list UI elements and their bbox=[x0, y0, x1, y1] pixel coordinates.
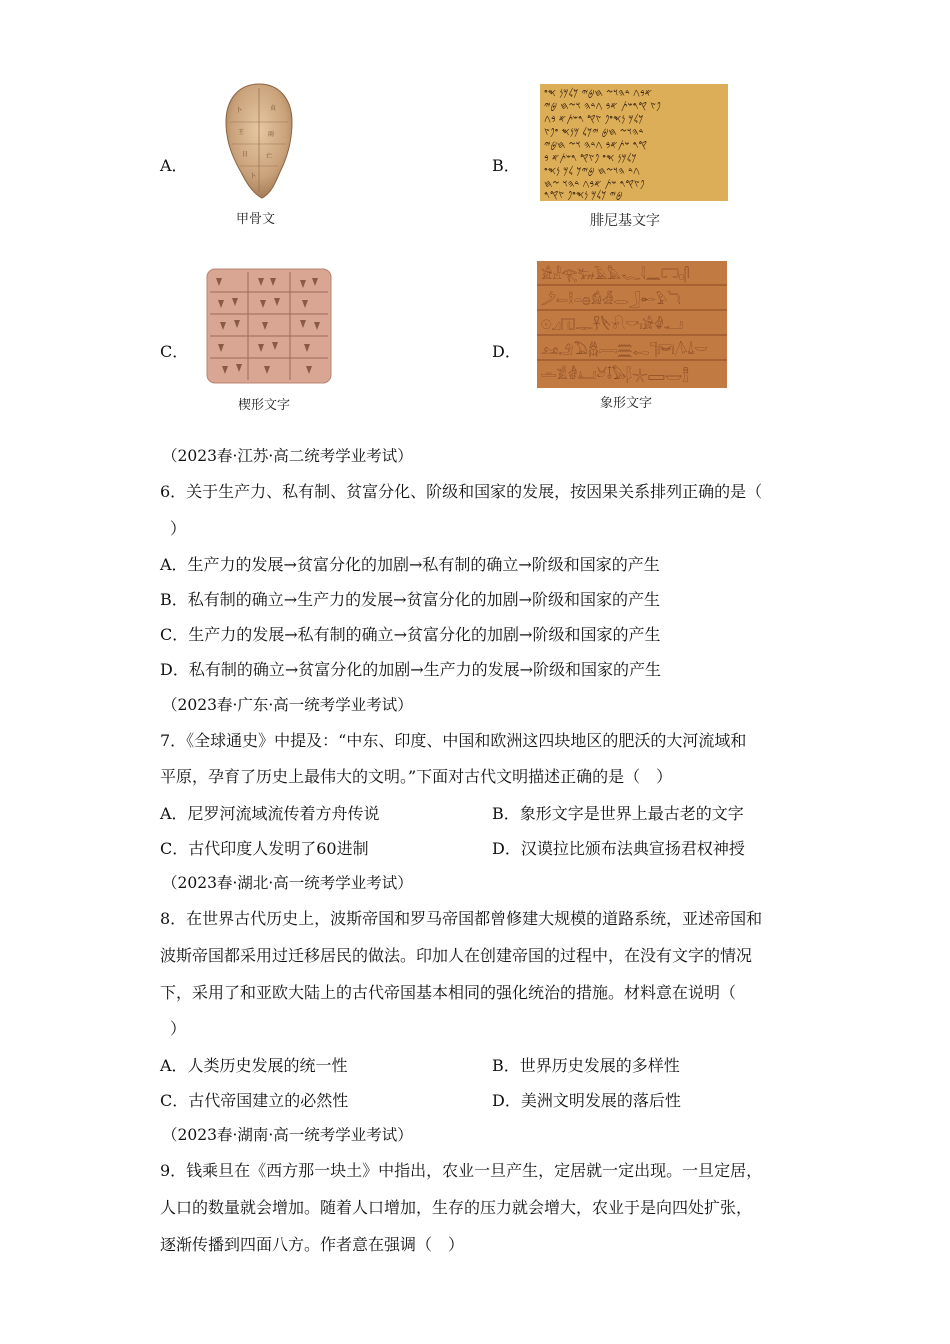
svg-text:𐤀𐤁𐤂 𐤃𐤄𐤅𐤆 𐤇𐤈𐤉 𐤊𐤋𐤌�: 𐤀𐤁𐤂 𐤃𐤄𐤅𐤆 𐤇𐤈𐤉 𐤊𐤋𐤌𐤍 𐤎𐤏 bbox=[544, 88, 653, 99]
svg-text:𓃭𓄂𓅐𓆣𓇯𓈗𓉻𓊹𓋞𓌅𓍑𓎟: 𓃭𓄂𓅐𓆣𓇯𓈗𓉻𓊹𓋞𓌅𓍑𓎟 bbox=[541, 343, 708, 358]
q6-option-b[interactable]: B．私有制的确立→生产力的发展→贫富分化的加剧→阶级和国家的产生 bbox=[160, 590, 660, 609]
q8-option-c[interactable]: C．古代帝国建立的必然性 bbox=[160, 1091, 349, 1110]
svg-text:𐤐𐤑𐤒𐤓 𐤔𐤕 𐤀𐤁𐤂 𐤃𐤄𐤅 𐤆: 𐤐𐤑𐤒𐤓 𐤔𐤕 𐤀𐤁𐤂 𐤃𐤄𐤅 𐤆𐤇 bbox=[544, 179, 645, 190]
q6-option-d[interactable]: D．私有制的确立→贫富分化的加剧→生产力的发展→阶级和国家的产生 bbox=[160, 660, 662, 679]
svg-text:𓀀𓁐𓂀𓃒𓄿𓅓𓆑𓇋𓈖𓉐𓊪𓋴: 𓀀𓁐𓂀𓃒𓄿𓅓𓆑𓇋𓈖𓉐𓊪𓋴 bbox=[541, 268, 690, 283]
q7-option-d[interactable]: D．汉谟拉比颁布法典宣扬君权神授 bbox=[492, 839, 745, 858]
svg-text:贞: 贞 bbox=[270, 105, 277, 112]
svg-text:𓌳𓍿𓎛𓏏𓐍𓀁𓁑𓂋𓃀𓄡𓅱𓆓: 𓌳𓍿𓎛𓏏𓐍𓀁𓁑𓂋𓃀𓄡𓅱𓆓 bbox=[541, 293, 681, 308]
svg-text:雨: 雨 bbox=[268, 131, 275, 138]
svg-text:𐤐𐤑 𐤒𐤓𐤔𐤕 𐤀𐤁 𐤂𐤃𐤄 𐤅𐤆: 𐤐𐤑 𐤒𐤓𐤔𐤕 𐤀𐤁 𐤂𐤃𐤄 𐤅𐤆𐤇 𐤈𐤉 bbox=[544, 101, 661, 112]
svg-text:王: 王 bbox=[238, 129, 245, 136]
hieroglyphs-image bbox=[537, 261, 727, 388]
option-a-caption: 甲骨文 bbox=[236, 212, 276, 227]
q6-stem-end: ） bbox=[170, 519, 187, 538]
q8-option-d[interactable]: D．美洲文明发展的落后性 bbox=[492, 1091, 681, 1110]
q8-stem-cont-2: 下，采用了和亚欧大陆上的古代帝国基本相同的强化统治的措施。材料意在说明（ bbox=[160, 983, 737, 1002]
q9-source: （2023春·湖南·高一统考学业考试） bbox=[162, 1126, 413, 1144]
q8-source: （2023春·湖北·高一统考学业考试） bbox=[162, 874, 413, 892]
q8-option-b[interactable]: B．世界历史发展的多样性 bbox=[492, 1056, 680, 1075]
option-d-caption: 象形文字 bbox=[600, 396, 653, 411]
option-a-letter: A． bbox=[160, 156, 188, 175]
svg-text:𓏛𓀃𓁓𓂞𓃾𓄤𓅃𓆄𓇼𓈙𓉿𓊽: 𓏛𓀃𓁓𓂞𓃾𓄤𓅃𓆄𓇼𓈙𓉿𓊽 bbox=[541, 368, 689, 383]
svg-text:卜: 卜 bbox=[236, 107, 243, 114]
q7-source: （2023春·广东·高一统考学业考试） bbox=[162, 696, 413, 714]
svg-text:𓇳𓈎𓉔𓊃𓋹𓌸𓍯𓎡𓏤𓀂𓁒𓂝: 𓇳𓈎𓉔𓊃𓋹𓌸𓍯𓎡𓏤𓀂𓁒𓂝 bbox=[541, 318, 684, 333]
q7-stem: 7．《全球通史》中提及：“中东、印度、中国和欧洲这四块地区的肥沃的大河流域和 bbox=[160, 731, 747, 750]
option-b-letter: B． bbox=[492, 156, 520, 175]
svg-text:𐤊𐤋𐤌𐤍 𐤎𐤏 𐤐𐤑𐤒 𐤓𐤔𐤕𐤀: 𐤊𐤋𐤌𐤍 𐤎𐤏 𐤐𐤑𐤒 𐤓𐤔𐤕𐤀 𐤁 bbox=[544, 153, 637, 164]
oracle-bone-image bbox=[220, 82, 298, 202]
svg-text:日: 日 bbox=[242, 151, 249, 158]
svg-text:𐤈𐤉 𐤊𐤋𐤌 𐤍𐤎𐤏𐤐 𐤑𐤒𐤓: 𐤈𐤉 𐤊𐤋𐤌 𐤍𐤎𐤏𐤐 𐤑𐤒𐤓 bbox=[544, 190, 623, 201]
option-c-caption: 楔形文字 bbox=[238, 398, 291, 413]
option-b-caption: 腓尼基文字 bbox=[590, 213, 660, 229]
q6-stem: 6．关于生产力、私有制、贫富分化、阶级和国家的发展，按因果关系排列正确的是（ bbox=[160, 482, 763, 501]
cuneiform-tablet-image bbox=[206, 268, 332, 384]
q7-option-c[interactable]: C．古代印度人发明了60进制 bbox=[160, 839, 369, 858]
q8-option-a[interactable]: A．人类历史发展的统一性 bbox=[160, 1056, 348, 1075]
option-c-letter: C． bbox=[160, 342, 189, 361]
q6-option-c[interactable]: C．生产力的发展→私有制的确立→贫富分化的加剧→阶级和国家的产生 bbox=[160, 625, 661, 644]
q7-stem-cont: 平原，孕育了历史上最伟大的文明。”下面对古代文明描述正确的是（ ） bbox=[160, 767, 673, 786]
q9-stem-cont-1: 人口的数量就会增加。随着人口增加，生存的压力就会增大，农业于是向四处扩张， bbox=[160, 1198, 753, 1217]
q6-source: （2023春·江苏·高二统考学业考试） bbox=[162, 447, 413, 465]
option-d-letter: D． bbox=[492, 342, 521, 361]
q9-stem-cont-2: 逐渐传播到四面八方。作者意在强调（ ） bbox=[160, 1235, 465, 1254]
q7-option-b[interactable]: B．象形文字是世界上最古老的文字 bbox=[492, 804, 744, 823]
q8-stem-cont-1: 波斯帝国都采用过迁移居民的做法。印加人在创建帝国的过程中，在没有文字的情况 bbox=[160, 946, 753, 965]
svg-text:𐤒𐤓 𐤔𐤕𐤀𐤁 𐤂𐤃𐤄 𐤅𐤆 𐤇𐤈: 𐤒𐤓 𐤔𐤕𐤀𐤁 𐤂𐤃𐤄 𐤅𐤆 𐤇𐤈𐤉 bbox=[544, 140, 647, 151]
svg-text:𐤃𐤄𐤅𐤆 𐤇𐤈 𐤉𐤊𐤋 𐤌𐤍𐤎 𐤏: 𐤃𐤄𐤅𐤆 𐤇𐤈 𐤉𐤊𐤋 𐤌𐤍𐤎 𐤏𐤐𐤑 bbox=[544, 127, 644, 138]
q7-option-a[interactable]: A．尼罗河流域流传着方舟传说 bbox=[160, 804, 380, 823]
q9-stem: 9．钱乘旦在《西方那一块土》中指出，农业一旦产生，定居就一定出现。一旦定居， bbox=[160, 1161, 763, 1180]
phoenician-script-image bbox=[540, 84, 728, 201]
q6-option-a[interactable]: A．生产力的发展→贫富分化的加剧→私有制的确立→阶级和国家的产生 bbox=[160, 555, 660, 574]
svg-text:𐤂𐤃 𐤄𐤅𐤆𐤇 𐤈𐤉𐤊 𐤋𐤌 𐤍𐤎: 𐤂𐤃 𐤄𐤅𐤆𐤇 𐤈𐤉𐤊 𐤋𐤌 𐤍𐤎𐤏 bbox=[544, 166, 640, 177]
svg-text:𐤊𐤋𐤌 𐤍𐤎𐤏𐤐 𐤑𐤒 𐤓𐤔𐤕𐤀: 𐤊𐤋𐤌 𐤍𐤎𐤏𐤐 𐤑𐤒 𐤓𐤔𐤕𐤀 𐤁𐤂 bbox=[544, 114, 644, 125]
svg-text:亡: 亡 bbox=[266, 153, 273, 160]
svg-text:卜: 卜 bbox=[250, 173, 257, 180]
q8-stem: 8．在世界古代历史上，波斯帝国和罗马帝国都曾修建大规模的道路系统，亚述帝国和 bbox=[160, 909, 763, 928]
q8-stem-end: ） bbox=[170, 1019, 187, 1038]
